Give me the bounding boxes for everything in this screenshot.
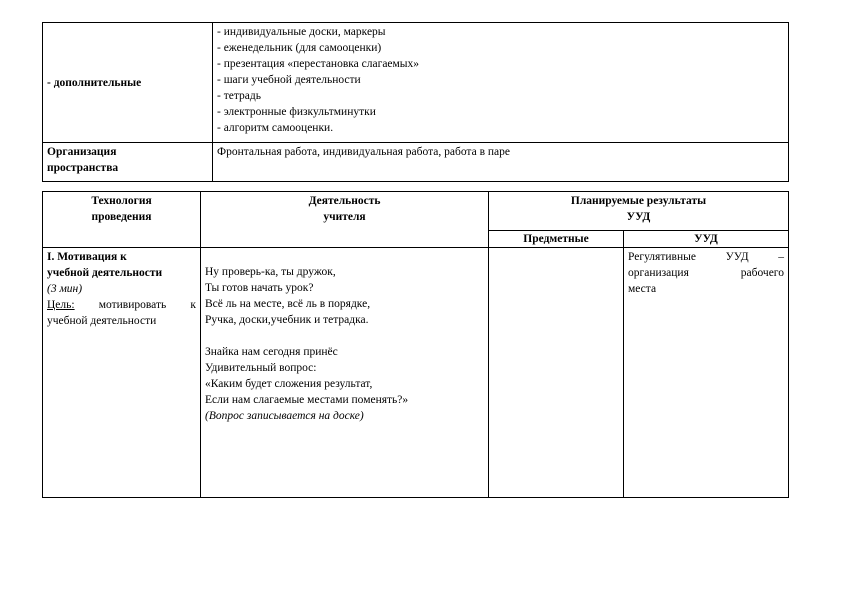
goal-text: мотивировать [98,299,167,311]
subject-results-cell [489,248,624,498]
uud-results-cell [624,248,789,498]
uud-text: – [778,251,784,263]
poem-line: Ты готов начать урок? [205,282,314,294]
lesson-header-row [43,192,789,231]
poem-line: Ну проверь-ка, ты дружок, [205,266,336,278]
poem-line: Удивительный вопрос: [205,362,317,374]
stage-title: учебной деятельности [47,267,163,279]
header-subject-results: Предметные [489,231,624,248]
poem-line: Знайка нам сегодня принёс [205,346,338,358]
resource-item: - алгоритм самооценки. [217,122,334,134]
space-organization-label: Организация пространства [43,143,213,182]
stage-goal [47,297,196,313]
stage-duration: (3 мин) [47,283,83,295]
uud-text: Регулятивные [628,251,696,263]
space-organization-row [43,143,789,182]
poem-line: Всё ль на месте, всё ль в порядке, [205,298,371,310]
resource-item: - индивидуальные доски, маркеры [217,26,386,38]
additional-resources-label: - дополнительные [43,23,213,143]
additional-resources-list [213,23,789,143]
header-planned-results: Планируемые результаты УУД [489,192,789,231]
uud-text: УУД [725,251,749,263]
resource-item: - шаги учебной деятельности [217,74,361,86]
header-technology: Технология проведения [43,192,201,248]
resource-item: - еженедельник (для самооценки) [217,42,382,54]
uud-text: организация [628,267,689,279]
motivation-stage-row [43,248,789,498]
goal-text: учебной деятельности [47,315,157,327]
poem-line: Если нам слагаемые местами поменять?» [205,394,409,406]
resources-table [42,22,789,182]
lesson-stage-table [42,191,789,498]
goal-label: Цель: [47,299,75,311]
poem-line: Ручка, доски,учебник и тетрадка. [205,314,369,326]
teacher-activity [201,248,489,498]
space-organization-value: Фронтальная работа, индивидуальная работа, работа в паре [213,143,789,182]
poem-line: «Каким будет сложения результат, [205,378,373,390]
uud-text: места [628,283,657,295]
board-note: (Вопрос записывается на доске) [205,410,364,422]
stage-description [43,248,201,498]
resource-item: - презентация «перестановка слагаемых» [217,58,420,70]
resource-item: - тетрадь [217,90,261,102]
goal-text: к [190,299,196,311]
header-teacher-activity: Деятельность учителя [201,192,489,248]
additional-resources-row [43,23,789,143]
header-uud-results: УУД [624,231,789,248]
resource-item: - электронные физкультминутки [217,106,376,118]
spacer [205,328,484,344]
stage-title: I. Мотивация к [47,251,127,263]
uud-text: рабочего [740,267,784,279]
